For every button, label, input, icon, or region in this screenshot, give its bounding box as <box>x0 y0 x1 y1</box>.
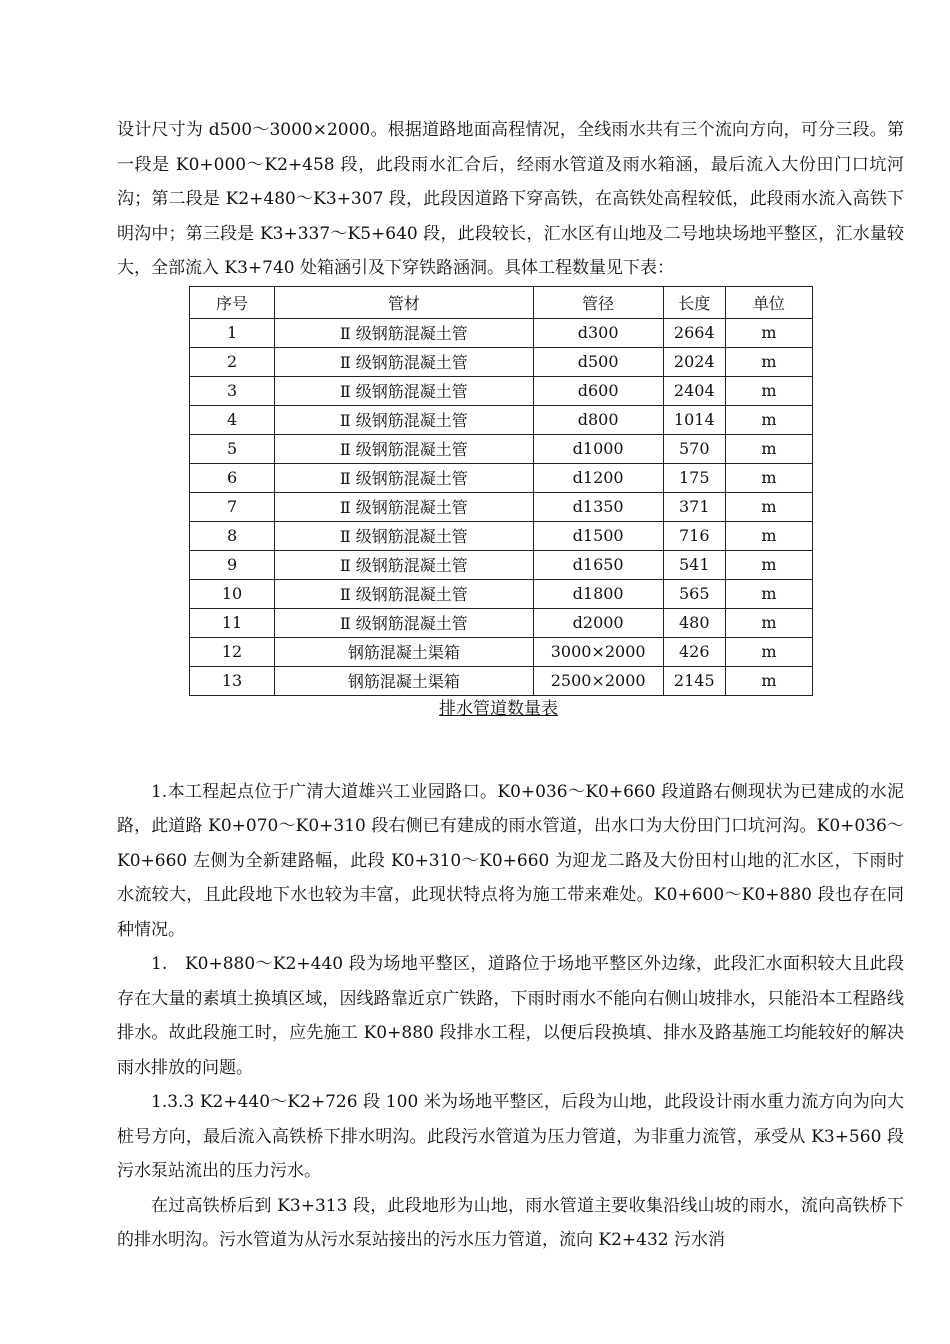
cell-length: 565 <box>663 579 725 608</box>
pipe-quantity-table <box>189 286 813 696</box>
cell-material: Ⅱ 级钢筋混凝土管 <box>275 492 533 521</box>
cell-material: Ⅱ 级钢筋混凝土管 <box>275 318 533 347</box>
cell-unit: m <box>725 463 812 492</box>
cell-material: Ⅱ 级钢筋混凝土管 <box>275 347 533 376</box>
cell-no: 12 <box>190 637 275 666</box>
cell-material: 钢筋混凝土渠箱 <box>275 666 533 695</box>
header-material: 管材 <box>275 286 533 318</box>
cell-diameter: d300 <box>533 318 663 347</box>
cell-no: 6 <box>190 463 275 492</box>
header-no: 序号 <box>190 286 275 318</box>
table-row <box>190 637 813 666</box>
cell-diameter: d800 <box>533 405 663 434</box>
cell-diameter: d2000 <box>533 608 663 637</box>
header-length: 长度 <box>663 286 725 318</box>
cell-no: 9 <box>190 550 275 579</box>
cell-diameter: d1650 <box>533 550 663 579</box>
cell-no: 3 <box>190 376 275 405</box>
cell-material: Ⅱ 级钢筋混凝土管 <box>275 608 533 637</box>
cell-length: 480 <box>663 608 725 637</box>
cell-length: 1014 <box>663 405 725 434</box>
cell-material: Ⅱ 级钢筋混凝土管 <box>275 376 533 405</box>
cell-length: 570 <box>663 434 725 463</box>
table-row <box>190 550 813 579</box>
cell-diameter: d1350 <box>533 492 663 521</box>
body-paragraph: 1.本工程起点位于广清大道雄兴工业园路口。K0+036～K0+660 段道路右侧现状为已建成的水泥路，此道路 K0+070～K0+310 段右侧已有建成的雨水管道，出水口为大份田门口坑河沟。K0+036～K0+660 左侧为全新建路幅，此段 K0+310～K0+660 为迎龙二路及大份田村山地的汇水区，下雨时水流较大，且此段地下水也较为丰富，此现状特点将为施工带来难处。K0+600～K0+880 段也存在同种情况。 <box>117 781 904 940</box>
table-row <box>190 347 813 376</box>
table-header-row <box>190 286 813 318</box>
cell-length: 175 <box>663 463 725 492</box>
cell-unit: m <box>725 405 812 434</box>
cell-length: 371 <box>663 492 725 521</box>
cell-diameter: 2500×2000 <box>533 666 663 695</box>
cell-unit: m <box>725 579 812 608</box>
cell-no: 8 <box>190 521 275 550</box>
cell-diameter: d1200 <box>533 463 663 492</box>
cell-no: 5 <box>190 434 275 463</box>
cell-length: 716 <box>663 521 725 550</box>
cell-unit: m <box>725 318 812 347</box>
cell-length: 541 <box>663 550 725 579</box>
cell-length: 426 <box>663 637 725 666</box>
cell-material: Ⅱ 级钢筋混凝土管 <box>275 434 533 463</box>
cell-unit: m <box>725 347 812 376</box>
cell-no: 1 <box>190 318 275 347</box>
cell-unit: m <box>725 376 812 405</box>
body-paragraph: 在过高铁桥后到 K3+313 段，此段地形为山地，雨水管道主要收集沿线山坡的雨水，流向高铁桥下的排水明沟。污水管道为从污水泵站接出的污水压力管道，流向 K2+432 污水消 <box>117 1195 904 1250</box>
cell-material: Ⅱ 级钢筋混凝土管 <box>275 579 533 608</box>
cell-no: 4 <box>190 405 275 434</box>
cell-diameter: d1000 <box>533 434 663 463</box>
cell-length: 2024 <box>663 347 725 376</box>
cell-diameter: d600 <box>533 376 663 405</box>
table-row <box>190 579 813 608</box>
header-unit: 单位 <box>725 286 812 318</box>
cell-no: 13 <box>190 666 275 695</box>
cell-no: 2 <box>190 347 275 376</box>
cell-no: 10 <box>190 579 275 608</box>
cell-diameter: d500 <box>533 347 663 376</box>
cell-length: 2664 <box>663 318 725 347</box>
cell-no: 7 <box>190 492 275 521</box>
table-row <box>190 434 813 463</box>
cell-unit: m <box>725 550 812 579</box>
cell-diameter: d1800 <box>533 579 663 608</box>
table-row <box>190 376 813 405</box>
intro-paragraph: 设计尺寸为 d500～3000×2000。根据道路地面高程情况，全线雨水共有三个流向方向，可分三段。第一段是 K0+000～K2+458 段，此段雨水汇合后，经雨水管道及雨水箱涵，最后流入大份田门口坑河沟；第二段是 K2+480～K3+307 段，此段因道路下穿高铁，在高铁处高程较低，此段雨水流入高铁下明沟中；第三段是 K3+337～K5+640 段，此段较长，汇水区有山地及二号地块场地平整区，汇水量较大，全部流入 K3+740 处箱涵引及下穿铁路涵洞。具体工程数量见下表： <box>117 120 904 278</box>
table-caption: 排水管道数量表 <box>439 698 558 719</box>
cell-material: Ⅱ 级钢筋混凝土管 <box>275 405 533 434</box>
table-row <box>190 318 813 347</box>
cell-unit: m <box>725 608 812 637</box>
spacer <box>117 722 904 775</box>
body-paragraph: 1.3.3 K2+440～K2+726 段 100 米为场地平整区，后段为山地，此段设计雨水重力流方向为向大桩号方向，最后流入高铁桥下排水明沟。此段污水管道为压力管道，为非重力流管，承受从 K3+560 段污水泵站流出的压力污水。 <box>117 1092 904 1181</box>
body-paragraph: 1. K0+880～K2+440 段为场地平整区，道路位于场地平整区外边缘，此段汇水面积较大且此段存在大量的素填土换填区域，因线路靠近京广铁路，下雨时雨水不能向右侧山坡排水，只能沿本工程路线排水。故此段施工时，应先施工 K0+880 段排水工程，以便后段换填、排水及路基施工均能较好的解决雨水排放的问题。 <box>117 954 904 1078</box>
document-page <box>117 113 904 1258</box>
cell-material: 钢筋混凝土渠箱 <box>275 637 533 666</box>
cell-diameter: 3000×2000 <box>533 637 663 666</box>
table-row <box>190 666 813 695</box>
cell-length: 2404 <box>663 376 725 405</box>
cell-unit: m <box>725 637 812 666</box>
table-row <box>190 608 813 637</box>
cell-unit: m <box>725 666 812 695</box>
table-row <box>190 521 813 550</box>
cell-unit: m <box>725 434 812 463</box>
table-row <box>190 405 813 434</box>
cell-unit: m <box>725 521 812 550</box>
cell-material: Ⅱ 级钢筋混凝土管 <box>275 550 533 579</box>
cell-length: 2145 <box>663 666 725 695</box>
cell-material: Ⅱ 级钢筋混凝土管 <box>275 463 533 492</box>
cell-unit: m <box>725 492 812 521</box>
cell-no: 11 <box>190 608 275 637</box>
cell-material: Ⅱ 级钢筋混凝土管 <box>275 521 533 550</box>
header-diameter: 管径 <box>533 286 663 318</box>
table-row <box>190 463 813 492</box>
cell-diameter: d1500 <box>533 521 663 550</box>
table-row <box>190 492 813 521</box>
